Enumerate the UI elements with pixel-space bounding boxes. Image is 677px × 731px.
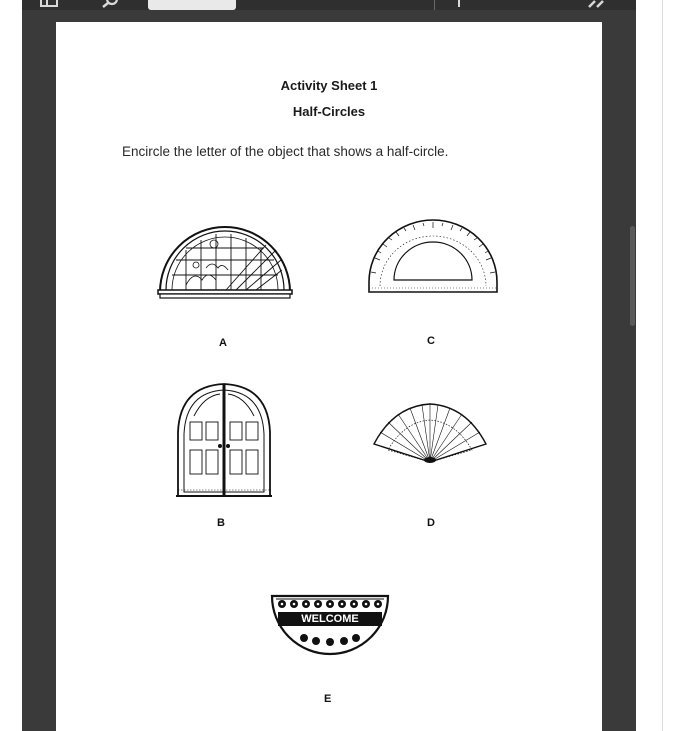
arched-window-icon (156, 220, 294, 300)
option-label-b[interactable]: B (217, 517, 225, 529)
folding-fan-icon (370, 400, 490, 468)
search-icon[interactable] (100, 0, 120, 8)
option-label-c[interactable]: C (427, 335, 435, 347)
instructions-text: Encircle the letter of the object that shows a half-circle. (122, 144, 449, 159)
document-page (56, 22, 602, 731)
sheet-title: Activity Sheet 1 (280, 78, 378, 93)
scrollbar[interactable] (630, 14, 636, 731)
toolbar-divider (434, 0, 435, 10)
scrollbar-thumb[interactable] (630, 226, 635, 326)
protractor-icon (366, 218, 500, 298)
welcome-mat-text: WELCOME (301, 613, 359, 625)
option-label-e[interactable]: E (324, 693, 332, 705)
more-tools-icon[interactable] (586, 0, 608, 8)
text-cursor-icon[interactable] (454, 0, 464, 8)
sidebar-toggle-icon[interactable] (40, 0, 58, 8)
pdf-viewer (22, 0, 636, 731)
page-number-input[interactable] (148, 0, 236, 10)
viewer-toolbar (22, 0, 636, 10)
sheet-subtitle: Half-Circles (292, 104, 366, 119)
arched-door-icon (174, 382, 274, 500)
option-label-d[interactable]: D (427, 517, 435, 529)
window-edge-divider (662, 0, 663, 731)
option-label-a[interactable]: A (219, 337, 227, 349)
welcome-mat-icon (270, 594, 390, 656)
